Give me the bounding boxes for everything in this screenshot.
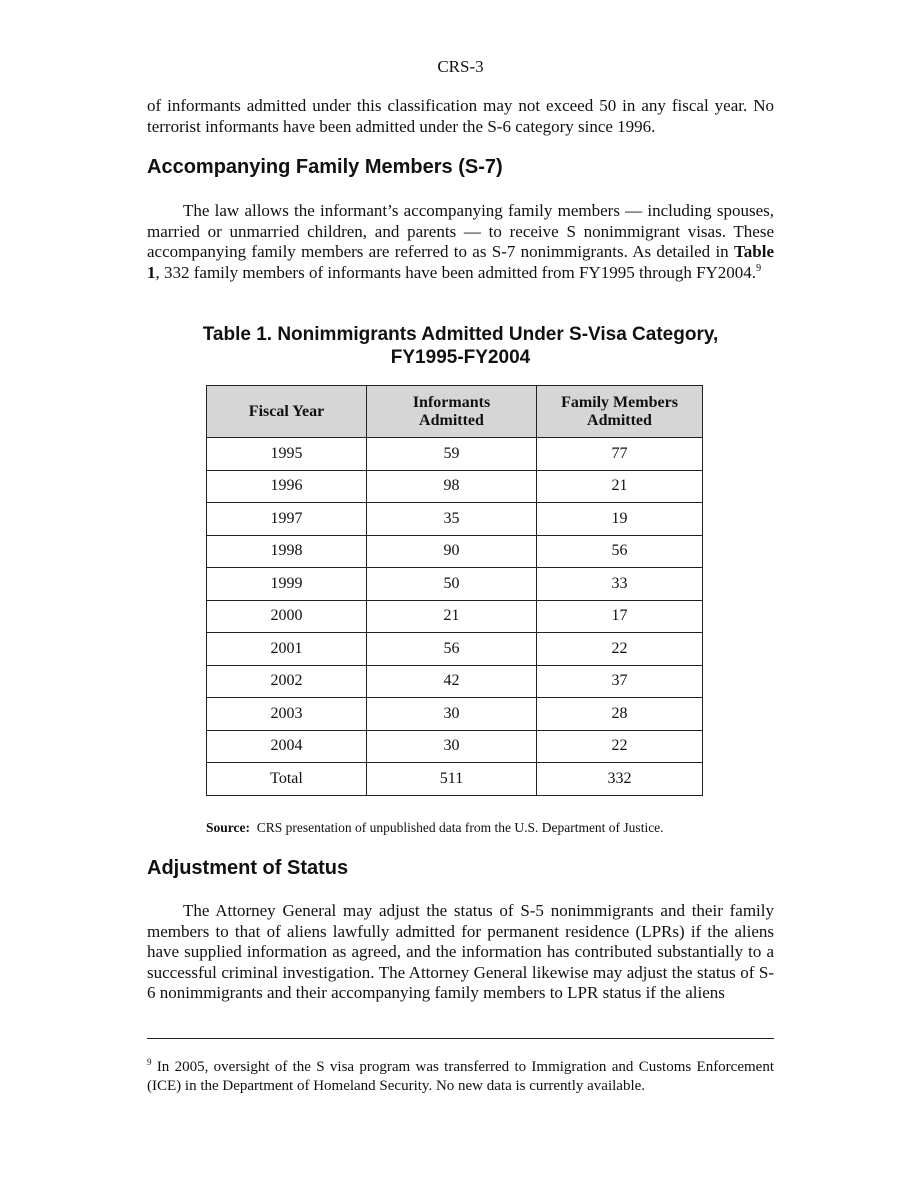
table-row bbox=[207, 503, 703, 536]
source-label: Source: bbox=[206, 820, 250, 835]
page-header: CRS-3 bbox=[437, 57, 484, 76]
cell-informants: 35 bbox=[367, 503, 537, 536]
s7-paragraph-text: The law allows the informant’s accompanying family members — including spouses, married or unmarried children, and parents — to receive S nonimmigrant visas. These accompanying family members are referred to as S-7 nonimmigrants. As detailed in bbox=[147, 201, 774, 261]
cell-informants: 30 bbox=[367, 730, 537, 763]
table-row bbox=[207, 438, 703, 471]
cell-family: 77 bbox=[537, 438, 703, 471]
table-row bbox=[207, 535, 703, 568]
table-header-row bbox=[207, 386, 703, 438]
table-row bbox=[207, 665, 703, 698]
intro-paragraph: of informants admitted under this classification may not exceed 50 in any fiscal year. No terrorist informants have been admitted under the S-6 category since 1996. bbox=[147, 96, 774, 136]
table-row bbox=[207, 698, 703, 731]
cell-family: 22 bbox=[537, 633, 703, 666]
section-heading-s7: Accompanying Family Members (S-7) bbox=[147, 156, 503, 178]
footnote-marker: 9 bbox=[147, 1057, 152, 1067]
cell-family: 33 bbox=[537, 568, 703, 601]
cell-informants: 50 bbox=[367, 568, 537, 601]
section-heading-adjustment: Adjustment of Status bbox=[147, 857, 349, 879]
cell-informants: 59 bbox=[367, 438, 537, 471]
cell-year: 1997 bbox=[207, 503, 367, 536]
cell-family: 17 bbox=[537, 600, 703, 633]
footnote-text: In 2005, oversight of the S visa program was transferred to Immigration and Customs Enforcement (ICE) in the Department of Homeland Security. No new data is currently available. bbox=[147, 1059, 774, 1094]
cell-family: 21 bbox=[537, 470, 703, 503]
cell-informants: 42 bbox=[367, 665, 537, 698]
source-text: CRS presentation of unpublished data from the U.S. Department of Justice. bbox=[250, 820, 664, 835]
header-fiscal-year: Fiscal Year bbox=[207, 386, 367, 438]
cell-informants: 21 bbox=[367, 600, 537, 633]
cell-informants: 56 bbox=[367, 633, 537, 666]
data-table bbox=[206, 385, 703, 796]
cell-year: 2004 bbox=[207, 730, 367, 763]
header-informants-admitted: Informants Admitted bbox=[367, 386, 537, 438]
cell-informants: 511 bbox=[367, 763, 537, 796]
table-reference: Table 1 bbox=[147, 242, 774, 282]
table-title-line2: FY1995-FY2004 bbox=[390, 347, 531, 368]
cell-family: 22 bbox=[537, 730, 703, 763]
table-source-note bbox=[206, 820, 664, 836]
footnote bbox=[147, 1058, 774, 1096]
table-row bbox=[207, 633, 703, 666]
cell-family: 37 bbox=[537, 665, 703, 698]
table-title bbox=[147, 323, 774, 369]
table-total-row bbox=[207, 763, 703, 796]
cell-informants: 30 bbox=[367, 698, 537, 731]
cell-family: 19 bbox=[537, 503, 703, 536]
table-row bbox=[207, 568, 703, 601]
cell-year: 2003 bbox=[207, 698, 367, 731]
table-row bbox=[207, 600, 703, 633]
cell-family: 332 bbox=[537, 763, 703, 796]
table-row bbox=[207, 730, 703, 763]
cell-year: 1996 bbox=[207, 470, 367, 503]
cell-year: 2002 bbox=[207, 665, 367, 698]
cell-year: Total bbox=[207, 763, 367, 796]
cell-year: 1995 bbox=[207, 438, 367, 471]
cell-year: 1998 bbox=[207, 535, 367, 568]
s7-paragraph-text-end: , 332 family members of informants have been admitted from FY1995 through FY2004. bbox=[155, 262, 757, 282]
table-title-line1: Table 1. Nonimmigrants Admitted Under S-Visa Category, bbox=[202, 324, 719, 345]
cell-informants: 98 bbox=[367, 470, 537, 503]
header-family-members-admitted: Family Members Admitted bbox=[537, 386, 703, 438]
cell-family: 56 bbox=[537, 535, 703, 568]
footnote-divider bbox=[147, 1038, 774, 1039]
cell-year: 2001 bbox=[207, 633, 367, 666]
table-row bbox=[207, 470, 703, 503]
s7-paragraph bbox=[147, 201, 774, 283]
cell-informants: 90 bbox=[367, 535, 537, 568]
cell-family: 28 bbox=[537, 698, 703, 731]
cell-year: 1999 bbox=[207, 568, 367, 601]
adjustment-paragraph: The Attorney General may adjust the status of S-5 nonimmigrants and their family members to that of aliens lawfully admitted for permanent residence (LPRs) if the aliens have supplied information as agreed, and the information has contributed substantially to a successful criminal investigation. The Attorney General likewise may adjust the status of S-6 nonimmigrants and their accompanying family members to LPR status if the aliens bbox=[147, 901, 774, 1002]
cell-year: 2000 bbox=[207, 600, 367, 633]
footnote-reference: 9 bbox=[756, 262, 762, 274]
